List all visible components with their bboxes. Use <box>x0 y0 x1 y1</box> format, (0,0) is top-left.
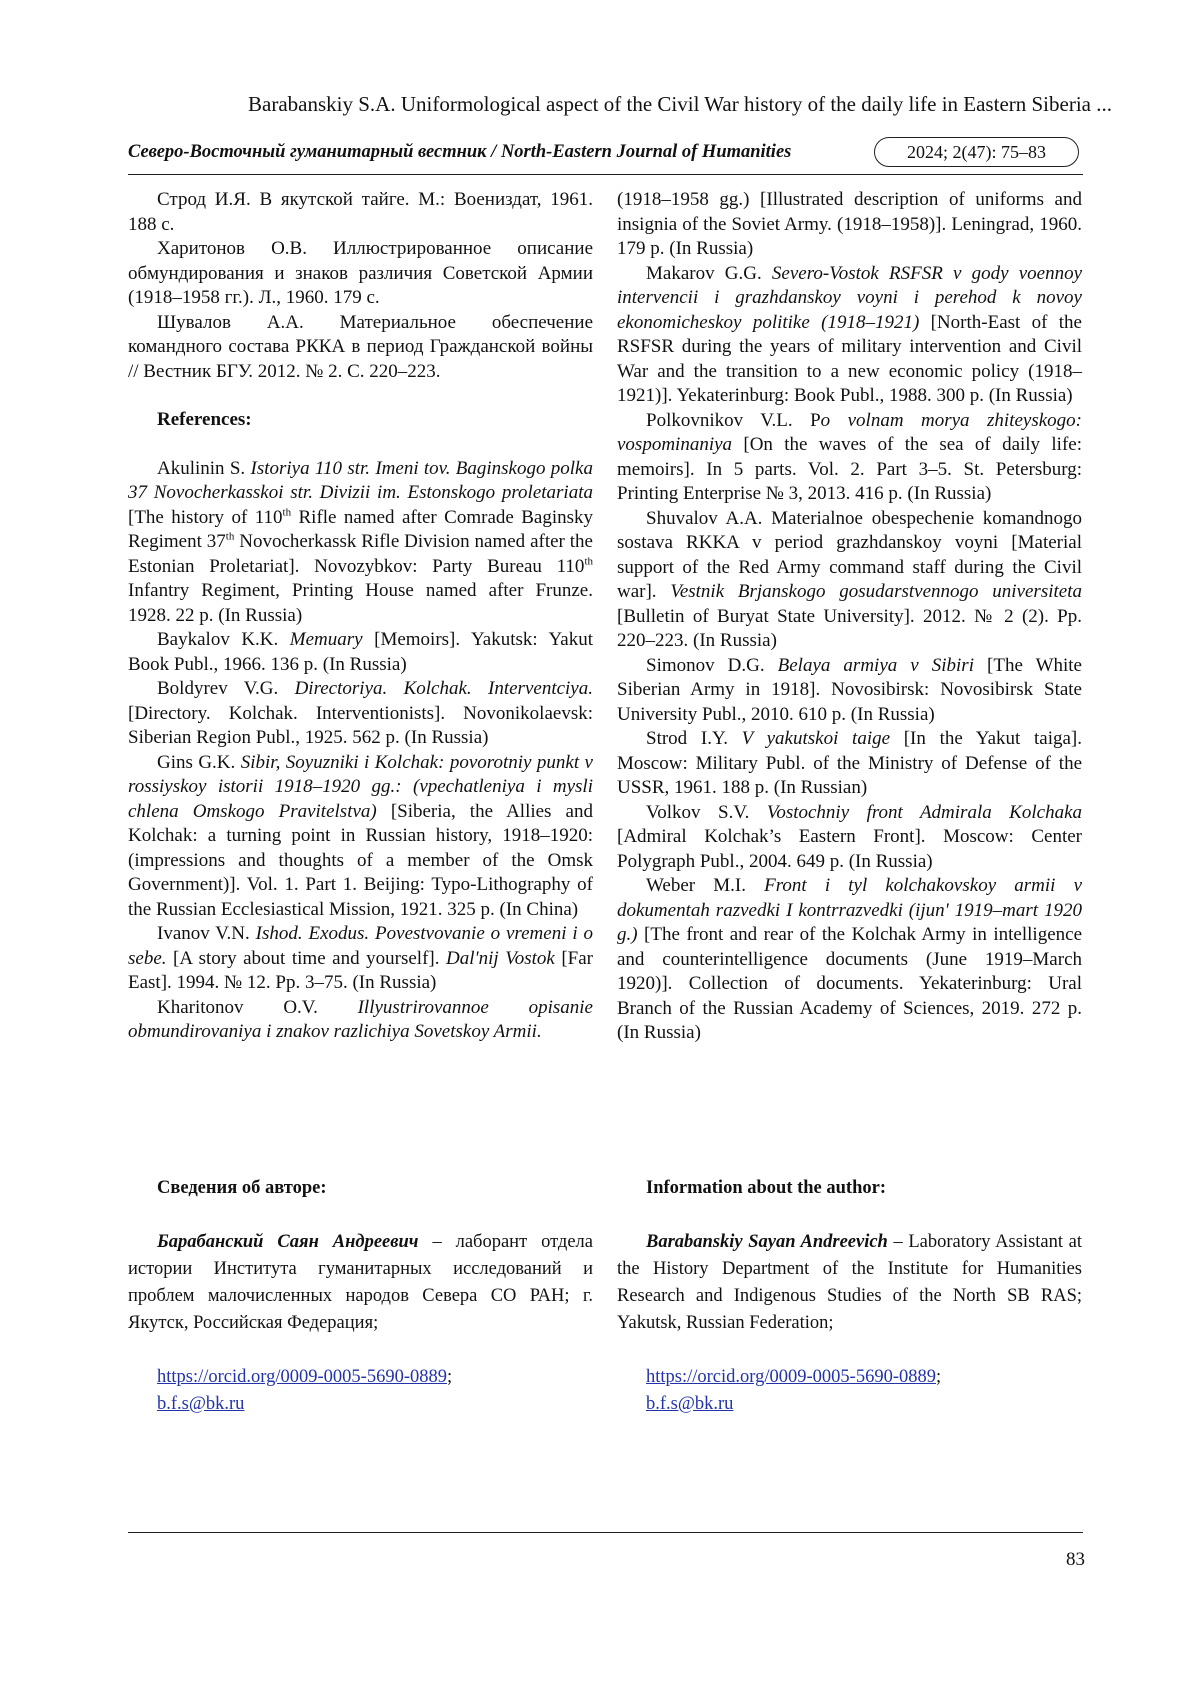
ref-author: Kharitonov O.V. <box>157 996 358 1018</box>
reference-kharitonov-ru: Харитонов О.В. Иллюстрированное описание обмундирования и знаков различия Советской Армии (1918–1958 гг.). Л., 1960. 179 с. <box>128 238 593 308</box>
ref-title: Istoriya 110 str. Imeni tov. Baginskogo polka 37 Novocherkasskoi str. Divizii im. Estonskogo proletariata <box>128 457 593 503</box>
email-link-en[interactable]: b.f.s@bk.ru <box>646 1394 734 1414</box>
ref-text: [The history of 110 <box>128 506 283 528</box>
orcid-separator: ; <box>446 1367 453 1387</box>
reference-volkov <box>617 801 1082 875</box>
ref-author: Makarov G.G. <box>646 262 772 284</box>
author-heading-en: Information about the author: <box>646 1178 886 1198</box>
reference-boldyrev <box>128 677 593 751</box>
left-column <box>128 188 593 1045</box>
ref-author: Baykalov K.K. <box>157 629 290 650</box>
ref-title: Directoriya. Kolchak. Interventciya. <box>294 678 593 699</box>
reference-gins <box>128 751 593 923</box>
email-link-ru[interactable]: b.f.s@bk.ru <box>157 1394 245 1414</box>
ref-author: Polkovnikov V.L. P <box>646 409 821 431</box>
ref-journal: Dal'nij Vostok <box>446 947 555 969</box>
orcid-link-en[interactable]: https://orcid.org/0009-0005-5690-0889 <box>646 1367 936 1387</box>
ref-title: Ishod. Exodus. Povestvovanie o vremeni i o sebe. <box>128 923 593 969</box>
ref-ordinal: th <box>584 555 593 568</box>
reference-simonov <box>617 654 1082 728</box>
ref-text: [Admiral Kolchak’s Eastern Front]. Moscow: Center Polygraph Publ., 2004. 649 p. (In Russia) <box>617 826 1082 872</box>
ref-title: Sibir, Soyuzniki i Kolchak: povorotniy punkt v rossiyskoy istorii 1918–1920 gg.: (vpechatleniya i mysli chlena Omskogo Pravitelstva) <box>128 751 593 822</box>
footer-divider <box>128 1532 1083 1533</box>
ref-text: [The front and rear of the Kolchak Army in intelligence and counterintelligence documents (June 1919–March 1920)]. Collection of documents. Yekaterinburg: Ural Branch of the Russian Academy of Sciences, 2019. 272 p. (In Russia) <box>617 924 1082 1043</box>
author-bio-ru <box>128 1229 593 1337</box>
ref-text: Infantry Regiment, Printing House named after Frunze. 1928. 22 p. (In Russia) <box>128 580 593 626</box>
running-title: Barabanskiy S.A. Uniformological aspect of the Civil War history of the daily life in Eastern Siberia ... <box>248 92 1112 116</box>
ref-text: Novocherkassk Rifle Division named after the Estonian Proletariat]. Novozybkov: Party Bureau 110 <box>128 531 593 577</box>
journal-line <box>128 137 1083 171</box>
author-info-ru <box>128 1175 593 1418</box>
ref-title: Memuary <box>289 629 363 650</box>
ref-text: Shuvalov A.A. Materialnoe obespechenie komandnogo sostava RKKA v period grazhdanskoy voyni [Material support of the Red Army command staff during the Civil war]. <box>617 507 1082 602</box>
ref-text: [In the Yakut taiga]. Moscow: Military Publ. of the Ministry of Defense of the USSR, 1961. 188 p. (In Russian) <box>617 728 1082 798</box>
orcid-separator: ; <box>935 1367 942 1387</box>
reference-kharitonov-continued: (1918–1958 gg.) [Illustrated description of uniforms and insignia of the Soviet Army. (1918–1958)]. Leningrad, 1960. 179 p. (In Russia) <box>617 189 1082 259</box>
ref-author: Strod I.Y. <box>646 728 742 749</box>
ref-title: V yakutskoi taige <box>741 728 891 749</box>
orcid-link-ru[interactable]: https://orcid.org/0009-0005-5690-0889 <box>157 1367 447 1387</box>
author-affiliation-ru: – лаборант отдела истории Института гуманитарных исследований и проблем малочисленных народов Севера СО РАН; г. Якутск, Российская Федерация; <box>128 1232 593 1333</box>
reference-polkovnikov <box>617 409 1082 507</box>
author-email-en-line <box>617 1391 1082 1418</box>
author-orcid-ru-line <box>128 1364 593 1391</box>
author-name-ru: Барабанский Саян Андреевич <box>157 1232 419 1252</box>
ref-author: Weber M.I. <box>646 875 765 896</box>
author-heading-ru: Сведения об авторе: <box>157 1178 327 1198</box>
author-name-en: Barabanskiy Sayan Andreevich <box>646 1232 888 1252</box>
issue-badge: 2024; 2(47): 75–83 <box>874 137 1079 167</box>
ref-text: [The White Siberian Army in 1918]. Novosibirsk: Novosibirsk State University Publ., 2010. 610 p. (In Russia) <box>617 654 1082 725</box>
reference-weber <box>617 874 1082 1046</box>
ref-text: [North-East of the RSFSR during the years of military intervention and Civil War and the transition to a new economic policy (1918–1921)]. Yekaterinburg: Book Publ., 1988. 300 p. (In Russia) <box>617 311 1082 406</box>
reference-kharitonov <box>128 996 593 1045</box>
ref-text: [Far East]. 1994. № 12. Pp. 3–75. (In Russia) <box>128 947 593 993</box>
ref-author: Simonov D.G. <box>646 654 778 676</box>
reference-ivanov <box>128 922 593 996</box>
ref-text: Rifle named after Comrade Baginsky Regiment 37 <box>128 506 593 552</box>
author-email-ru-line <box>128 1391 593 1418</box>
ref-author: Akulinin S. <box>157 457 251 479</box>
right-column <box>617 188 1082 1046</box>
ref-author: Gins G.K. <box>157 751 241 773</box>
reference-shuvalov-ru: Шувалов А.А. Материальное обеспечение командного состава РККА в период Гражданской войны // Вестник БГУ. 2012. № 2. С. 220–223. <box>128 311 593 382</box>
ref-title: Belaya armiya v Sibiri <box>777 654 974 676</box>
ref-ordinal: th <box>225 530 235 543</box>
ref-author: Volkov S.V. <box>646 801 767 823</box>
reference-strod-ru: Строд И.Я. В якутской тайге. М.: Воениздат, 1961. 188 с. <box>128 189 593 235</box>
ref-journal: Vestnik Brjanskogo gosudarstvennogo universiteta <box>670 581 1082 602</box>
ref-title: Vostochniy front Admirala Kolchaka <box>766 801 1082 823</box>
ref-text: [On the waves of the sea of daily life: memoirs]. In 5 parts. Vol. 2. Part 3–5. St. Petersburg: Printing Enterprise № 3, 2013. 416 p. (In Russia) <box>617 434 1082 504</box>
reference-strod <box>617 727 1082 801</box>
ref-text: [A story about time and yourself]. <box>166 947 447 969</box>
reference-shuvalov <box>617 507 1082 654</box>
reference-baykalov <box>128 628 593 677</box>
ref-ordinal: th <box>282 506 292 519</box>
ref-title: o volnam morya zhiteyskogo: vospominaniya <box>617 409 1082 455</box>
journal-title: Северо-Восточный гуманитарный вестник / North-Eastern Journal of Humanities <box>128 142 792 162</box>
ref-title: Severo-Vostok RSFSR v gody voennoy intervencii i grazhdanskoy voyni i perehod k novoy ekonomicheskoy politike (1918–1921) <box>617 262 1083 333</box>
header-divider <box>128 174 1083 175</box>
author-info-en <box>617 1175 1082 1418</box>
ref-title: Front i tyl kolchakovskoy armii v dokumentah razvedki I kontrrazvedki (ijun' 1919–mart 1920 g.) <box>617 875 1082 945</box>
ref-author: Ivanov V.N. <box>157 923 256 944</box>
page-number: 83 <box>1066 1549 1085 1570</box>
ref-text: [Bulletin of Buryat State University]. 2012. № 2 (2). Pp. 220–223. (In Russia) <box>617 605 1082 651</box>
references-heading: References: <box>157 409 252 430</box>
ref-title: Illyustrirovannoe opisanie obmundirovaniya i znakov razlichiya Sovetskoy Armii. <box>128 996 593 1042</box>
author-orcid-en-line <box>617 1364 1082 1391</box>
reference-makarov <box>617 262 1082 409</box>
ref-text: [Directory. Kolchak. Interventionists]. Novonikolaevsk: Siberian Region Publ., 1925. 562 p. (In Russia) <box>128 702 593 748</box>
ref-text: [Siberia, the Allies and Kolchak: a turning point in Russian history, 1918–1920: (impressions and thoughts of a member of the Omsk Government)]. Vol. 1. Part 1. Beijing: Typo-Lithography of the Russian Ecclesiastical Mission, 1921. 325 p. (In China) <box>128 800 593 920</box>
author-affiliation-en: – Laboratory Assistant at the History Department of the Institute for Humanities Research and Indigenous Studies of the North SB RAS; Yakutsk, Russian Federation; <box>617 1232 1082 1333</box>
reference-akulinin <box>128 457 593 629</box>
ref-text: [Memoirs]. Yakutsk: Yakut Book Publ., 1966. 136 p. (In Russia) <box>128 629 593 675</box>
author-bio-en <box>617 1229 1082 1337</box>
ref-author: Boldyrev V.G. <box>157 678 295 699</box>
